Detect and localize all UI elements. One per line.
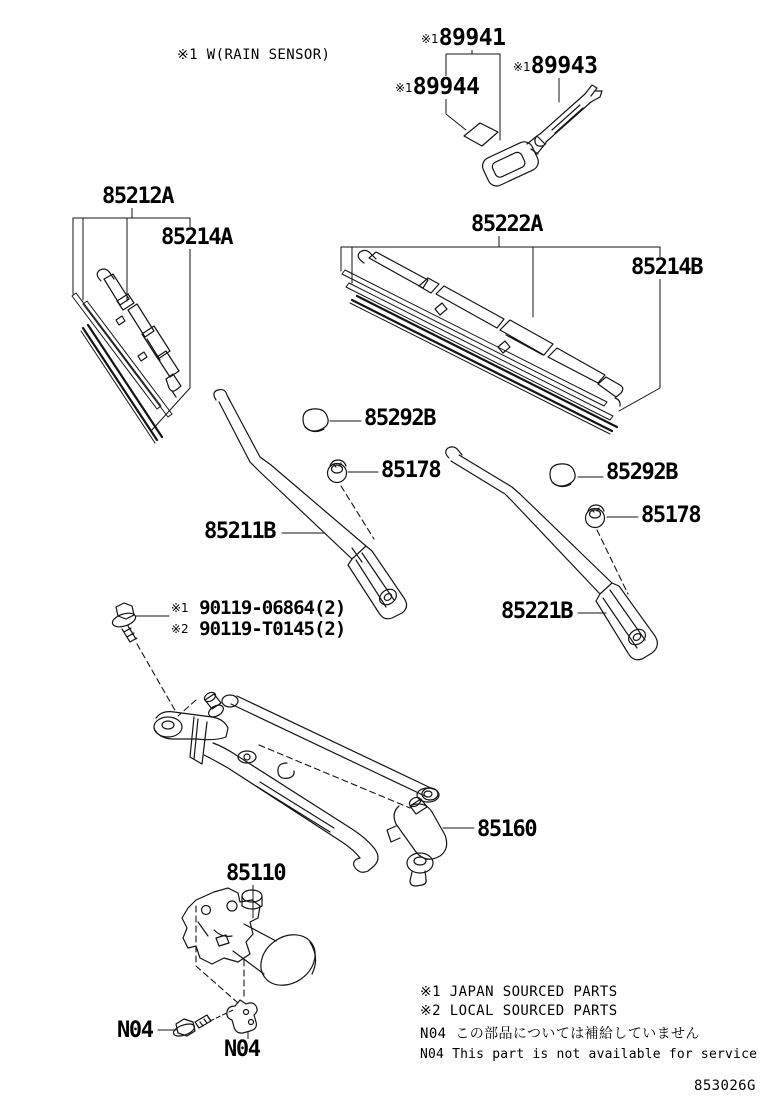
footnote-mark: ※1 [421, 32, 439, 46]
part-label-85160[interactable]: 85160 [477, 817, 537, 842]
part-label-85292b-right[interactable]: 85292B [606, 460, 678, 485]
part-label-85211b[interactable]: 85211B [204, 519, 276, 544]
part-label-90119-t0145[interactable]: ※2 90119-T0145(2) [171, 618, 346, 640]
footnote-local-sourced: ※2 LOCAL SOURCED PARTS [420, 1003, 618, 1019]
part-label-85178-right[interactable]: 85178 [641, 503, 701, 528]
part-89943-bracket-drawing [535, 85, 602, 146]
diagram-code: 853026G [694, 1078, 756, 1094]
part-85178-right-nut-drawing [586, 505, 605, 528]
leader-lines [136, 421, 638, 1039]
part-label-85292b-left[interactable]: 85292B [364, 406, 436, 431]
part-label-90119-06864[interactable]: ※1 90119-06864(2) [171, 597, 346, 619]
part-label-85212a[interactable]: 85212A [102, 184, 174, 209]
part-label-n04-bottom[interactable]: N04 [224, 1037, 260, 1062]
part-label-85110[interactable]: 85110 [226, 861, 286, 886]
part-label-85221b[interactable]: 85221B [501, 599, 573, 624]
part-label-85214b[interactable]: 85214B [631, 255, 703, 280]
part-85292b-right-cap-drawing [550, 464, 575, 487]
part-label-85214a[interactable]: 85214A [161, 225, 233, 250]
part-label-89944[interactable]: ※189944 [395, 74, 480, 100]
part-label-n04-left[interactable]: N04 [117, 1018, 153, 1043]
footnote-mark: ※1 [171, 601, 189, 615]
footnote-mark: ※1 [395, 81, 413, 95]
part-85292b-left-cap-drawing [303, 409, 328, 432]
rain-sensor-note: ※1 W(RAIN SENSOR) [177, 47, 331, 63]
footnote-mark: ※2 [171, 622, 189, 636]
part-n04-bolt-drawing [172, 1015, 211, 1038]
part-label-89941[interactable]: ※189941 [421, 25, 506, 51]
footnote-n04-japanese: N04 この部品については補給していません [420, 1026, 700, 1042]
part-label-85222a[interactable]: 85222A [471, 212, 543, 237]
part-85160-linkage-drawing [154, 691, 447, 886]
footnote-n04-english: N04 This part is not available for service [420, 1047, 758, 1062]
part-label-89943[interactable]: ※189943 [513, 53, 598, 79]
part-85178-left-nut-drawing [328, 460, 347, 483]
footnote-mark: ※1 [513, 60, 531, 74]
part-n04-bracket-drawing [227, 1000, 257, 1033]
footnote-japan-sourced: ※1 JAPAN SOURCED PARTS [420, 984, 618, 1000]
part-label-85178-left[interactable]: 85178 [381, 458, 441, 483]
part-85222a-blade-drawing [358, 250, 623, 406]
part-89944-plate-drawing [464, 123, 498, 146]
part-90119-bolt-drawing [111, 603, 138, 642]
